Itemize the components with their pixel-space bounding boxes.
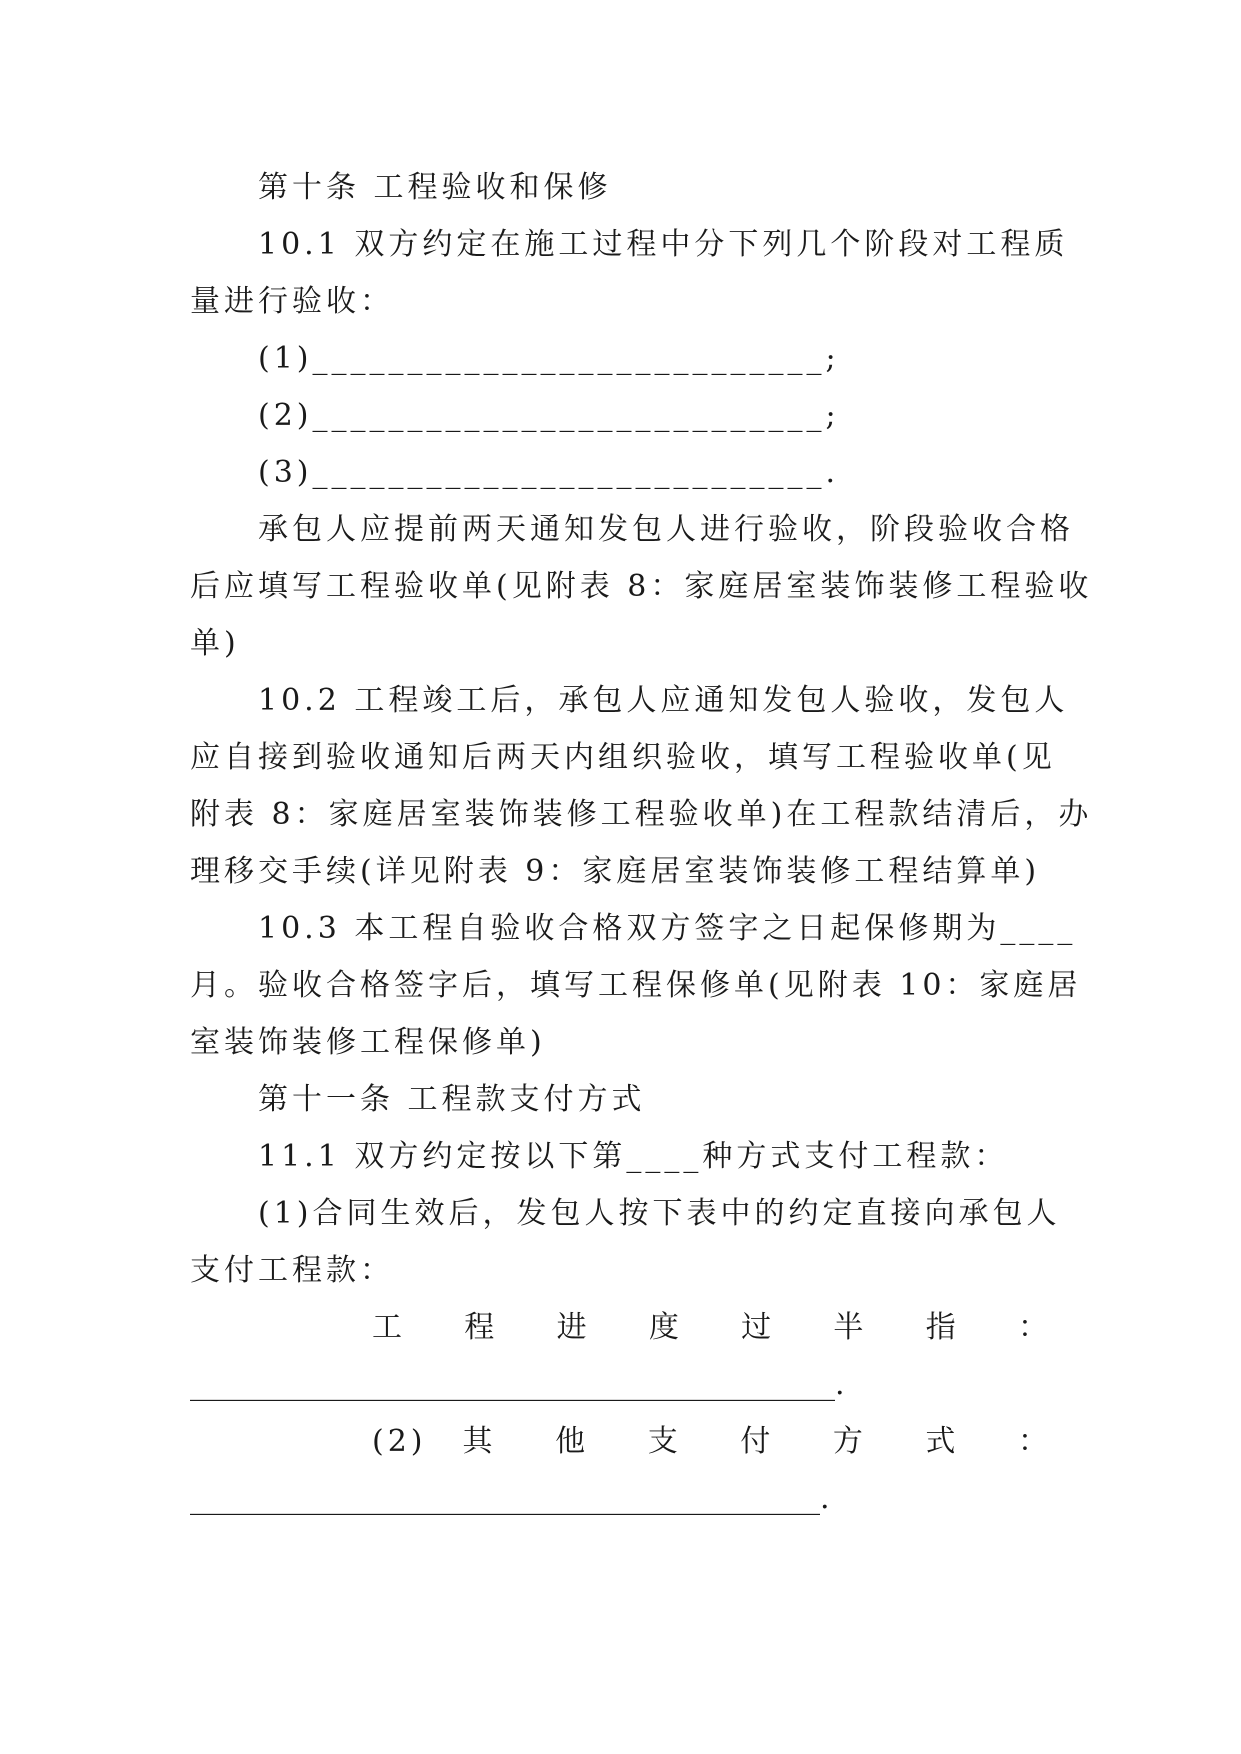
progress-half-blank: ___________________________________________. xyxy=(190,1367,845,1402)
progress-half-label: 工 程 进 度 过 半 指 ： xyxy=(372,1310,1052,1345)
other-payment-label: (2) 其 他 支 付 方 式 ： xyxy=(372,1424,1052,1459)
other-payment-blank: __________________________________________. xyxy=(190,1481,830,1516)
stage-acceptance-line-2: 后应填写工程验收单(见附表 8：家庭居室装饰装修工程验收 xyxy=(190,569,1093,604)
clause-10-2-line-2: 应自接到验收通知后两天内组织验收，填写工程验收单(见 xyxy=(190,740,1056,775)
clause-10-2-line-3: 附表 8：家庭居室装饰装修工程验收单)在工程款结清后，办 xyxy=(190,797,1093,832)
clause-10-3-line-3: 室装饰装修工程保修单) xyxy=(190,1025,546,1060)
clause-11-1-line: 11.1 双方约定按以下第____种方式支付工程款： xyxy=(258,1139,1009,1174)
clause-10-3-line-2: 月。验收合格签字后，填写工程保修单(见附表 10：家庭居 xyxy=(190,968,1082,1003)
stage-blank-2: (2)___________________________; xyxy=(258,398,840,433)
clause-10-1-line-1: 10.1 双方约定在施工过程中分下列几个阶段对工程质 xyxy=(258,227,1069,262)
clause-10-2-line-1: 10.2 工程竣工后，承包人应通知发包人验收，发包人 xyxy=(258,683,1069,718)
stage-acceptance-line-1: 承包人应提前两天通知发包人进行验收，阶段验收合格 xyxy=(258,512,1074,547)
stage-blank-1: (1)___________________________; xyxy=(258,341,840,376)
payment-method-1-line-1: (1)合同生效后，发包人按下表中的约定直接向承包人 xyxy=(258,1196,1061,1231)
clause-10-3-line-1: 10.3 本工程自验收合格双方签字之日起保修期为____ xyxy=(258,911,1077,946)
article-10-heading: 第十条 工程验收和保修 xyxy=(258,170,612,205)
article-11-heading: 第十一条 工程款支付方式 xyxy=(258,1082,646,1117)
clause-10-2-line-4: 理移交手续(详见附表 9：家庭居室装饰装修工程结算单) xyxy=(190,854,1041,889)
clause-10-1-line-2: 量进行验收： xyxy=(190,284,394,319)
stage-acceptance-line-3: 单) xyxy=(190,626,240,661)
payment-method-1-line-2: 支付工程款： xyxy=(190,1253,394,1288)
stage-blank-3: (3)___________________________. xyxy=(258,455,840,490)
